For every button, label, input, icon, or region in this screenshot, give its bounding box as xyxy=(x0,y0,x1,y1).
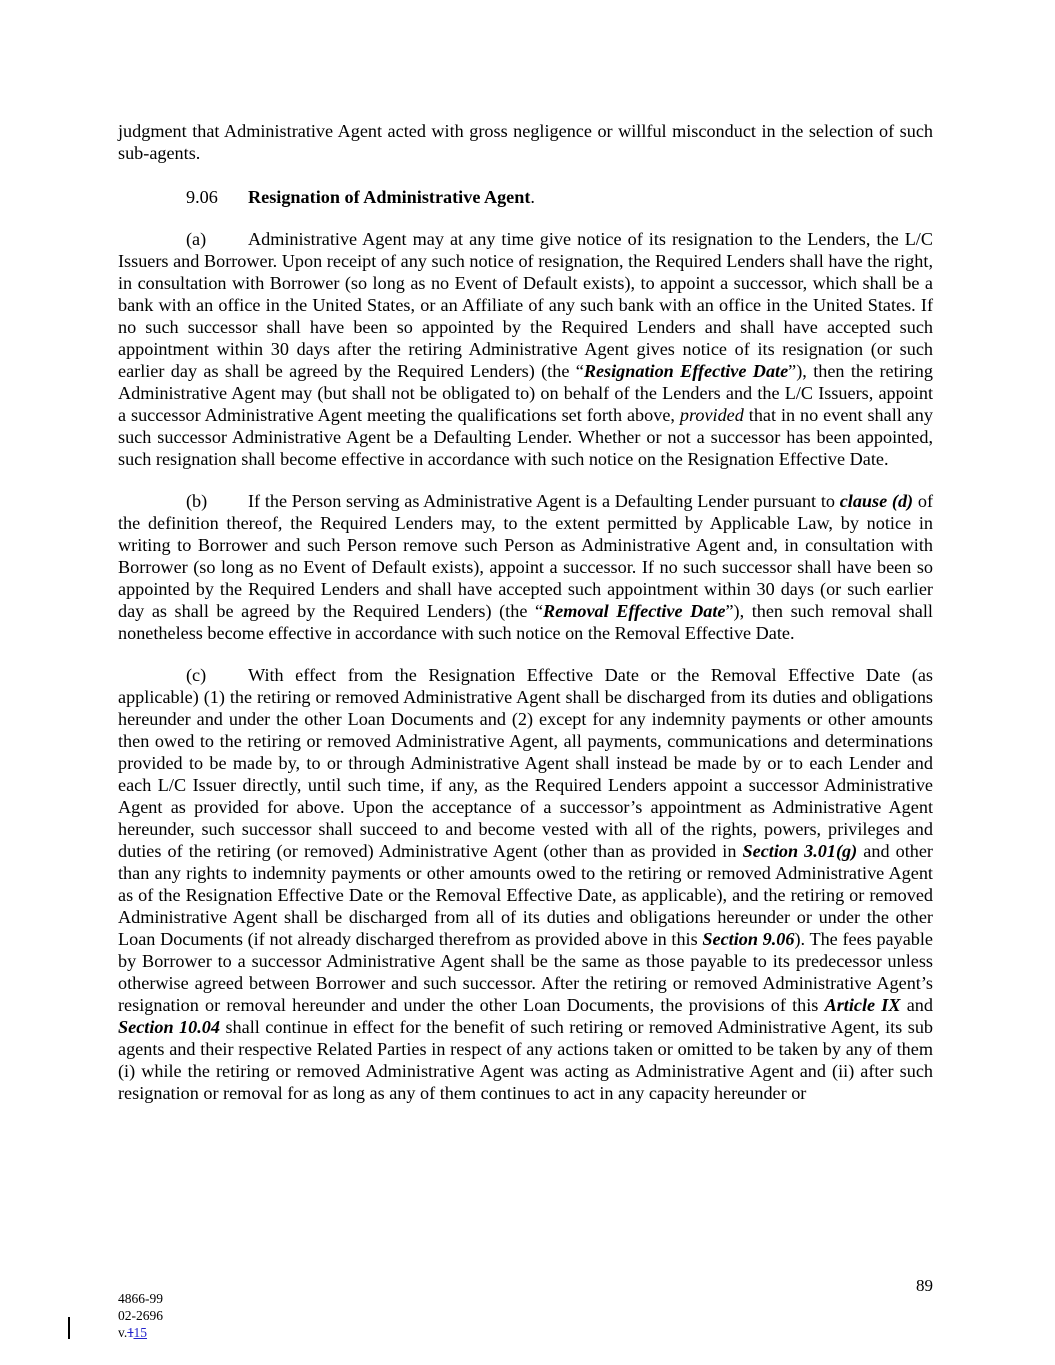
change-bar xyxy=(68,1317,70,1339)
section-title: Resignation of Administrative Agent xyxy=(248,187,531,207)
paragraph-a xyxy=(118,228,933,470)
footer-version-deleted: 1 xyxy=(127,1325,134,1340)
paragraph-c xyxy=(118,664,933,1104)
footer-version-inserted: 15 xyxy=(133,1325,147,1340)
footer-version xyxy=(118,1324,163,1341)
paragraph-label-c: (c) xyxy=(186,665,207,685)
section-heading xyxy=(118,186,933,208)
paragraph-b xyxy=(118,490,933,644)
paragraph-text-c: With effect from the Resignation Effective Date or the Removal Effective Date (as applicable) (1) the retiring or removed Administrative Agent shall be discharged from its duties and obligations hereunder and under the other Loan Documents and (2) except for any indemnity payments or other amounts then owed to the retiring or removed Administrative Agent, all payments, communications and determinations provided to be made by, to or through Administrative Agent shall instead be made by or to each Lender and each L/C Issuer directly, until such time, if any, as the Required Lenders appoint a successor Administrative Agent as provided for above. Upon the acceptance of a successor’s appointment as Administrative Agent hereunder, such successor shall succeed to and become vested with all of the rights, powers, privileges and duties of the retiring (or removed) Administrative Agent (other than as provided in Section 3.01(g) and other than any rights to indemnity payments or other amounts owed to the retiring or removed Administrative Agent as of the Resignation Effective Date or the Removal Effective Date, as applicable), and the retiring or removed Administrative Agent shall be discharged from all of its duties and obligations hereunder or under the other Loan Documents (if not already discharged therefrom as provided above in this Section 9.06). The fees payable by Borrower to a successor Administrative Agent shall be the same as those payable to its predecessor unless otherwise agreed between Borrower and such successor. After the retiring or removed Administrative Agent’s resignation or removal hereunder and under the other Loan Documents, the provisions of this Article IX and Section 10.04 shall continue in effect for the benefit of such retiring or removed Administrative Agent, its sub agents and their respective Related Parties in respect of any actions taken or omitted to be taken by any of them (i) while the retiring or removed Administrative Agent was acting as Administrative Agent and (ii) after such resignation or removal for as long as any of them continues to act in any capacity hereunder or xyxy=(118,665,934,1103)
footer-doc-id xyxy=(118,1290,163,1341)
footer-doc-id-line1: 4866-99 xyxy=(118,1291,163,1306)
footer-doc-id-line2: 02-2696 xyxy=(118,1308,163,1323)
paragraph-label-a: (a) xyxy=(186,229,207,249)
footer-version-prefix: v. xyxy=(118,1325,128,1340)
page-number: 89 xyxy=(916,1276,933,1295)
paragraph-text-b: If the Person serving as Administrative Agent is a Defaulting Lender pursuant to clause (d) of the definition thereof, the Required Lenders may, to the extent permitted by Applicable Law, by notice in writing to Borrower and such Person remove such Person as Administrative Agent and, in consultation with Borrower (so long as no Event of Default exists), appoint a successor. If no such successor shall have been so appointed by the Required Lenders and shall have accepted such appointment within 30 days (or such earlier day as shall be agreed by the Required Lenders) (the “Removal Effective Date”), then such removal shall nonetheless become effective in accordance with such notice on the Removal Effective Date. xyxy=(118,491,933,643)
paragraph-list xyxy=(118,228,933,1104)
lead-paragraph: judgment that Administrative Agent acted with gross negligence or willful misconduct in the selection of such sub-agents. xyxy=(118,121,933,163)
section-title-trailing: . xyxy=(530,187,535,207)
paragraph-text-a: Administrative Agent may at any time give notice of its resignation to the Lenders, the L/C Issuers and Borrower. Upon receipt of any such notice of resignation, the Required Lenders shall have the right, in consultation with Borrower (so long as no Event of Default exists), to appoint a successor, which shall be a bank with an office in the United States, or an Affiliate of any such bank with an office in the United States. If no such successor shall have been so appointed by the Required Lenders and shall have accepted such appointment within 30 days after the retiring Administrative Agent gives notice of its resignation (or such earlier day as shall be agreed by the Required Lenders) (the “Resignation Effective Date”), then the retiring Administrative Agent may (but shall not be obligated to) on behalf of the Lenders and the L/C Issuers, appoint a successor Administrative Agent meeting the qualifications set forth above, provided that in no event shall any such successor Administrative Agent be a Defaulting Lender. Whether or not a successor has been appointed, such resignation shall become effective in accordance with such notice on the Resignation Effective Date. xyxy=(118,229,933,469)
section-number: 9.06 xyxy=(186,187,218,207)
page-body xyxy=(118,120,933,1124)
paragraph-label-b: (b) xyxy=(186,491,208,511)
